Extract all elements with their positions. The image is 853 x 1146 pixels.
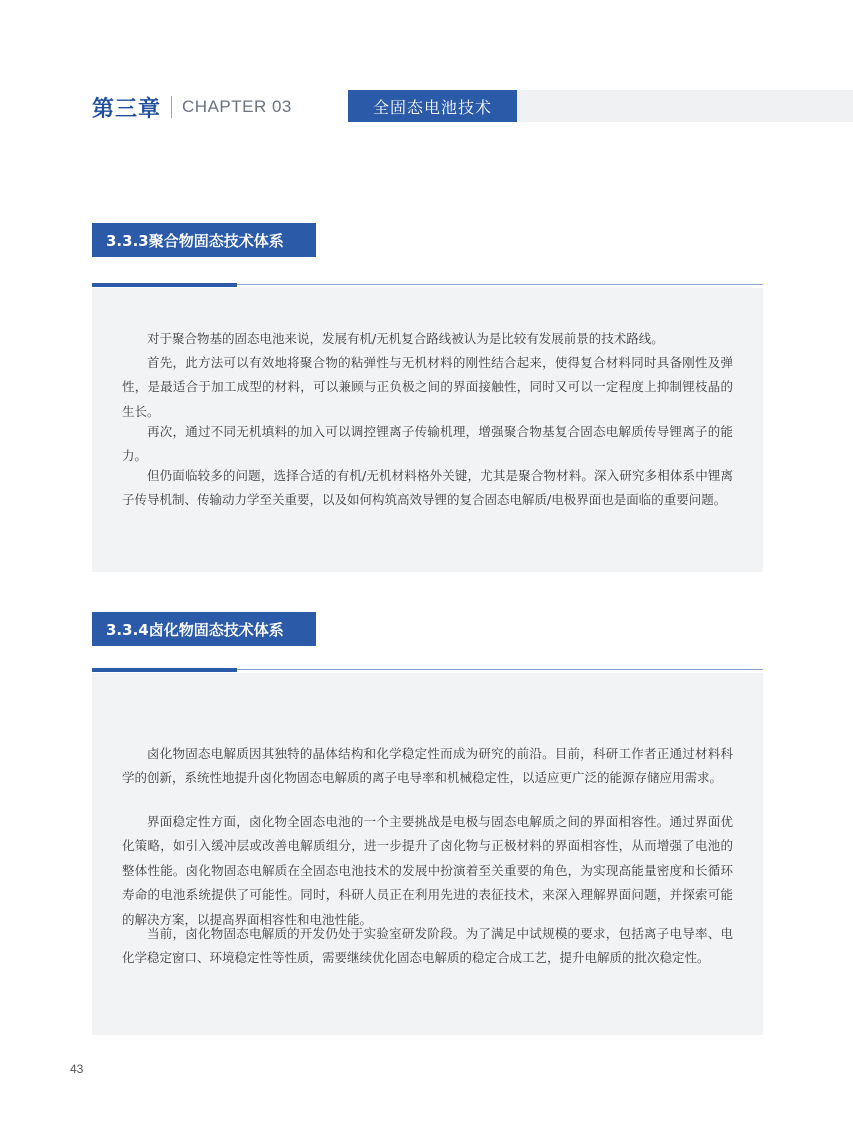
chapter-title-cn: 第三章 xyxy=(92,96,162,122)
section-rule-accent xyxy=(92,668,237,672)
paragraph: 卤化物固态电解质因其独特的晶体结构和化学稳定性而成为研究的前沿。目前，科研工作者正通过材料科学的创新，系统性地提升卤化物固态电解质的离子电导率和机械稳定性，以适应更广泛的能源存储应用需求。 xyxy=(122,746,733,786)
paragraph: 再次，通过不同无机填料的加入可以调控锂离子传输机理，增强聚合物基复合固态电解质传导锂离子的能力。 xyxy=(122,424,733,464)
chapter-heading xyxy=(92,92,292,122)
page-number: 43 xyxy=(70,1062,84,1076)
section-heading-polymer: 3.3.3聚合物固态技术体系 xyxy=(92,223,316,257)
paragraph: 首先，此方法可以有效地将聚合物的粘弹性与无机材料的刚性结合起来，使得复合材料同时具备刚性及弹性，是最适合于加工成型的材料，可以兼顾与正负极之间的界面接触性，同时又可以一定程度上抑制锂枝晶的生长。 xyxy=(122,355,733,419)
chapter-title-en: CHAPTER 03 xyxy=(182,97,292,116)
paragraph: 当前，卤化物固态电解质的开发仍处于实验室研发阶段。为了满足中试规模的要求，包括离子电导率、电化学稳定窗口、环境稳定性等性质，需要继续优化固态电解质的稳定合成工艺，提升电解质的批次稳定性。 xyxy=(122,926,733,966)
paragraph: 界面稳定性方面，卤化物全固态电池的一个主要挑战是电极与固态电解质之间的界面相容性。通过界面优化策略，如引入缓冲层或改善电解质组分，进一步提升了卤化物与正极材料的界面相容性，从而增强了电池的整体性能。卤化物固态电解质在全固态电池技术的发展中扮演着至关重要的角色，为实现高能量密度和长循环寿命的电池系统提供了可能性。同时，科研人员正在利用先进的表征技术，来深入理解界面问题，并探索可能的解决方案，以提高界面相容性和电池性能。 xyxy=(122,814,733,927)
chapter-topic-tab: 全固态电池技术 xyxy=(348,90,517,122)
section-rule-accent xyxy=(92,283,237,287)
paragraph: 对于聚合物基的固态电池来说，发展有机/无机复合路线被认为是比较有发展前景的技术路线。 xyxy=(147,331,664,346)
chapter-divider xyxy=(171,96,172,118)
section-heading-halide: 3.3.4卤化物固态技术体系 xyxy=(92,612,316,646)
paragraph: 但仍面临较多的问题，选择合适的有机/无机材料格外关键，尤其是聚合物材料。深入研究多相体系中锂离子传导机制、传输动力学至关重要，以及如何构筑高效导锂的复合固态电解质/电极界面也是面临的重要问题。 xyxy=(122,468,733,508)
header-band xyxy=(517,90,853,122)
